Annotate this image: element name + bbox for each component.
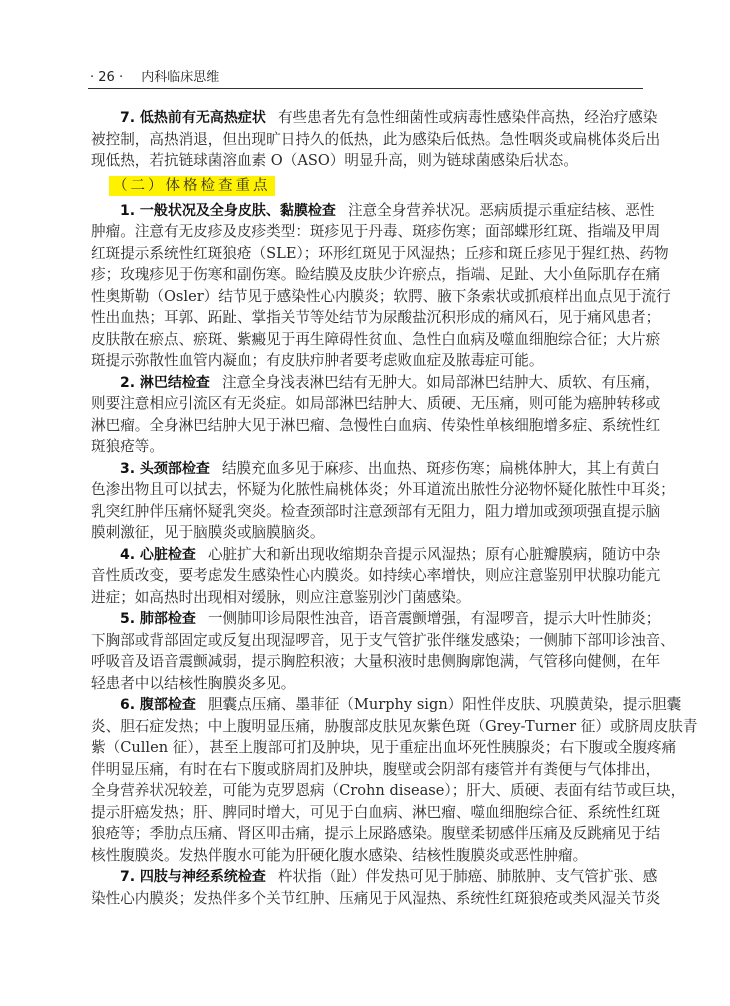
exam-paragraph-5 xyxy=(91,608,675,694)
line-text: 伴明显压痛，有时在右下腹或脐周扪及肿块，腹壁或会阴部有瘘管并有粪便与气体排出， xyxy=(91,760,661,778)
line-text: 一侧肺叩诊局限性浊音，语音震颤增强，有湿啰音，提示大叶性肺炎； xyxy=(207,610,661,627)
book-title: 内科临床思维 xyxy=(141,70,220,85)
line-text: 乳突红肿伴压痛怀疑乳突炎。检查颈部时注意颈部有无阻力，阻力增加或颈项强直提示脑 xyxy=(91,502,661,520)
text-line xyxy=(91,501,661,523)
exam-paragraph-1 xyxy=(91,200,671,372)
exam-paragraph-3 xyxy=(91,458,675,544)
text-line xyxy=(91,651,661,673)
text-line xyxy=(91,129,661,151)
line-text: 心脏扩大和新出现收缩期杂音提示风湿热；原有心脏瓣膜病，随访中杂 xyxy=(207,545,661,563)
paragraph-heading: 6. 腹部检查 xyxy=(120,697,196,713)
line-text: 性奥斯勒（Osler）结节见于感染性心内膜炎；软腭、腋下条索状或抓痕样出血点见于流行 xyxy=(91,287,671,305)
text-line xyxy=(91,307,661,329)
header-rule xyxy=(88,88,643,89)
highlighted-section-title: （二）体格检查重点 xyxy=(109,176,275,196)
text-line xyxy=(91,802,661,824)
paragraph-heading: 3. 头颈部检查 xyxy=(120,460,210,477)
exam-paragraph-4 xyxy=(91,544,661,609)
running-header xyxy=(90,66,219,85)
text-line xyxy=(91,436,642,458)
line-text: 疹；玫瑰疹见于伤寒和副伤寒。睑结膜及皮肤少许瘀点，指端、足趾、大小鱼际肌存在痛 xyxy=(91,266,661,283)
paragraph-heading: 4. 心脏检查 xyxy=(120,546,196,563)
text-line xyxy=(91,823,661,845)
text-line xyxy=(91,372,660,394)
text-line xyxy=(91,286,671,308)
paragraph-heading: 1. 一般状况及全身皮肤、黏膜检查 xyxy=(120,202,336,219)
text-line xyxy=(91,608,661,630)
text-line xyxy=(91,350,642,372)
text-line xyxy=(91,716,698,738)
page-number: · 26 · xyxy=(90,70,124,85)
text-line xyxy=(91,329,661,351)
line-text: 肿瘤。注意有无皮疹及皮疹类型：斑疹见于丹毒、斑疹伤寒；面部蝶形红斑、指端及甲周 xyxy=(91,223,661,240)
line-text: 轻患者中以结核性胸膜炎多见。 xyxy=(91,674,296,692)
text-line xyxy=(91,888,661,910)
line-text: 斑提示弥散性血管内凝血；有皮肤疖肿者要考虑败血症及脓毒症可能。 xyxy=(91,352,544,369)
text-line xyxy=(91,458,660,480)
text-line xyxy=(91,845,642,867)
text-line xyxy=(91,544,661,566)
line-text: 下胸部或背部固定或反复出现湿啰音，见于支气管扩张伴继发感染；一侧肺下部叩诊浊音、 xyxy=(91,631,675,649)
text-line xyxy=(91,200,655,222)
line-text: 呼吸音及语音震颤减弱，提示胸腔积液；大量积液时患侧胸廓饱满，气管移向健侧，在年 xyxy=(91,653,661,670)
line-text: 性出血热；耳郭、跖趾、掌指关节等处结节为尿酸盐沉积形成的痛风石，见于痛风患者； xyxy=(91,309,661,326)
line-text: 有些患者先有急性细菌性或病毒性感染伴高热，经治疗感染 xyxy=(277,109,658,126)
paragraph-heading: 7. 四肢与神经系统检查 xyxy=(120,869,266,885)
text-line xyxy=(91,243,669,265)
text-line xyxy=(91,630,675,652)
text-line xyxy=(91,221,661,243)
line-text: 胆囊点压痛、墨菲征（Murphy sign）阳性伴皮肤、巩膜黄染，提示胆囊 xyxy=(207,696,682,713)
paragraph-heading: 7. 低热前有无高热症状 xyxy=(120,110,266,126)
text-line xyxy=(91,780,686,802)
line-text: 提示肝癌发热；肝、脾同时增大，可见于白血病、淋巴瘤、噬血细胞综合征、系统性红斑 xyxy=(91,803,661,821)
text-line xyxy=(91,415,661,437)
line-text: 注意全身营养状况。恶病质提示重症结核、恶性 xyxy=(347,201,655,219)
paragraph-heading: 2. 淋巴结检查 xyxy=(120,374,210,391)
line-text: 杵状指（趾）伴发热可见于肺癌、肺脓肿、支气管扩张、感 xyxy=(277,868,658,885)
text-line xyxy=(91,673,642,695)
text-line xyxy=(91,565,661,587)
page-body xyxy=(91,107,698,909)
text-line xyxy=(91,759,661,781)
line-text: 紫（Cullen 征），甚至上腹部可扪及肿块，见于重症出血坏死性胰腺炎；右下腹或全腹疼痛 xyxy=(91,739,677,756)
text-line xyxy=(91,264,661,286)
paragraph-low-fever-history xyxy=(91,107,661,172)
section-title xyxy=(91,172,642,200)
text-line xyxy=(91,866,658,888)
text-line xyxy=(91,393,661,415)
line-text: 红斑提示系统性红斑狼疮（SLE）；环形红斑见于风湿热；丘疹和斑丘疹见于猩红热、药物 xyxy=(91,244,669,262)
line-text: 淋巴瘤。全身淋巴结肿大见于淋巴瘤、急慢性白血病、传染性单核细胞增多症、系统性红 xyxy=(91,416,661,434)
exam-paragraph-6 xyxy=(91,694,698,866)
line-text: 核性腹膜炎。发热伴腹水可能为肝硬化腹水感染、结核性腹膜炎或恶性肿瘤。 xyxy=(91,846,588,864)
text-line xyxy=(91,479,675,501)
text-line xyxy=(91,587,642,609)
line-text: 全身营养状况较差，可能为克罗恩病（Crohn disease）；肝大、质硬、表面有结节或巨块， xyxy=(91,782,686,799)
paragraph-heading: 5. 肺部检查 xyxy=(120,611,196,627)
line-text: 膜刺激征，见于脑膜炎或脑膜脑炎。 xyxy=(91,524,325,541)
line-text: 则要注意相应引流区有无炎症。如局部淋巴结肿大、质硬、无压痛，则可能为癌肿转移或 xyxy=(91,395,661,412)
line-text: 皮肤散在瘀点、瘀斑、紫癜见于再生障碍性贫血、急性白血病及噬血细胞综合征；大片瘀 xyxy=(91,330,661,348)
line-text: 狼疮等；季肋点压痛、肾区叩击痛，提示上尿路感染。腹壁柔韧感伴压痛及反跳痛见于结 xyxy=(91,825,661,842)
line-text: 被控制，高热消退，但出现旷日持久的低热，此为感染后低热。急性咽炎或扁桃体炎后出 xyxy=(91,130,661,148)
line-text: 进症；如高热时出现相对缓脉，则应注意鉴别沙门菌感染。 xyxy=(91,588,471,606)
text-line xyxy=(91,737,677,759)
text-line xyxy=(91,694,682,716)
line-text: 炎、胆石症发热；中上腹明显压痛，胁腹部皮肤见灰紫色斑（Grey-Turner 征）或脐周皮肤青 xyxy=(91,717,698,735)
line-text: 注意全身浅表淋巴结有无肿大。如局部淋巴结肿大、质软、有压痛， xyxy=(221,373,660,391)
line-text: 音性质改变，要考虑发生感染性心内膜炎。如持续心率增快，则应注意鉴别甲状腺功能亢 xyxy=(91,567,661,584)
text-line xyxy=(91,522,642,544)
line-text: 斑狼疮等。 xyxy=(91,438,164,455)
line-text: 现低热，若抗链球菌溶血素 O（ASO）明显升高，则为链球菌感染后状态。 xyxy=(91,152,578,169)
text-line xyxy=(91,107,658,129)
line-text: 色渗出物且可以拭去，怀疑为化脓性扁桃体炎；外耳道流出脓性分泌物怀疑化脓性中耳炎； xyxy=(91,481,675,498)
line-text: 结膜充血多见于麻疹、出血热、斑疹伤寒；扁桃体肿大，其上有黄白 xyxy=(221,459,660,477)
exam-paragraph-7 xyxy=(91,866,661,909)
line-text: 染性心内膜炎；发热伴多个关节红肿、压痛见于风湿热、系统性红斑狼疮或类风湿关节炎 xyxy=(91,889,661,907)
exam-paragraph-2 xyxy=(91,372,661,458)
text-line xyxy=(91,150,642,172)
